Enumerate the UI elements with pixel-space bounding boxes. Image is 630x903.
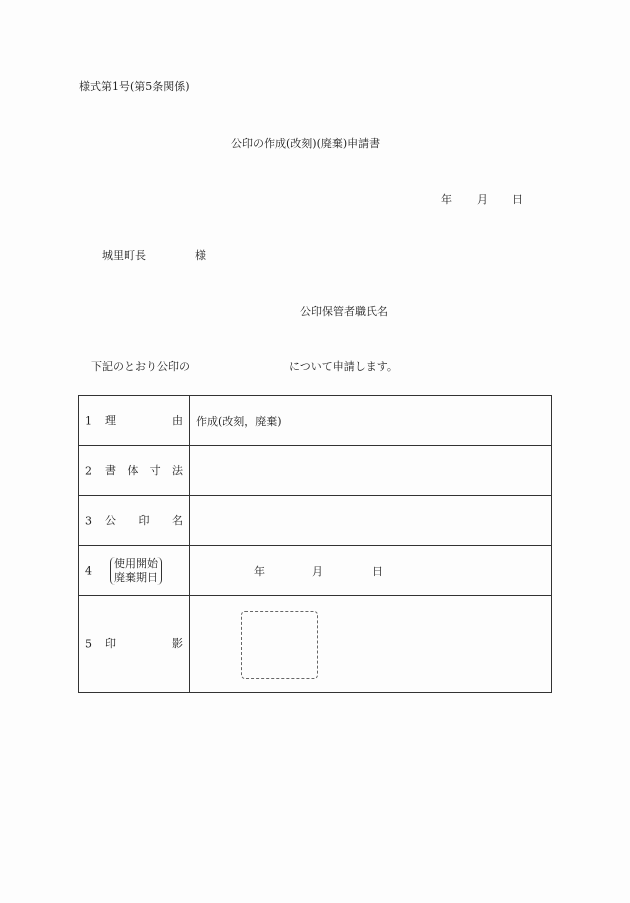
reason-label-cell bbox=[79, 396, 190, 446]
table-row-typeface bbox=[79, 446, 552, 496]
dates-label-cell bbox=[79, 546, 190, 596]
reason-value: 作成(改刻，廃棄) bbox=[196, 414, 282, 428]
date-day-label: 日 bbox=[512, 193, 523, 206]
applicant-label: 公印保管者職氏名 bbox=[300, 305, 388, 318]
table-row-dates bbox=[79, 546, 552, 596]
seal-name-value-cell[interactable] bbox=[190, 496, 552, 546]
dates-year-label: 年 bbox=[254, 564, 265, 578]
reason-value-cell[interactable] bbox=[190, 396, 552, 446]
table-row-reason bbox=[79, 396, 552, 446]
disposal-date-label: 廃棄期日 bbox=[114, 570, 158, 584]
table-row-seal-impression bbox=[79, 596, 552, 693]
date-month-label: 月 bbox=[477, 193, 488, 206]
seal-impression-value-cell bbox=[190, 596, 552, 693]
reason-label: 理由 bbox=[105, 413, 183, 427]
row-number: 1 bbox=[85, 414, 92, 427]
start-date-label: 使用開始 bbox=[114, 556, 158, 570]
dates-label-bracket bbox=[110, 557, 162, 585]
document-title: 公印の作成(改刻)(廃棄)申請書 bbox=[231, 137, 381, 150]
typeface-value-cell[interactable] bbox=[190, 446, 552, 496]
typeface-label-cell bbox=[79, 446, 190, 496]
statement-prefix: 下記のとおり公印の bbox=[91, 360, 190, 373]
seal-name-label: 公印名 bbox=[105, 513, 183, 527]
seal-impression-label: 印影 bbox=[105, 637, 183, 650]
form-number: 様式第1号(第5条関係) bbox=[79, 80, 190, 93]
row-number: 2 bbox=[85, 464, 92, 477]
seal-name-label-cell bbox=[79, 496, 190, 546]
seal-impression-label-cell bbox=[79, 596, 190, 693]
dates-day-label: 日 bbox=[372, 564, 383, 578]
statement-suffix: について申請します。 bbox=[289, 360, 398, 373]
dates-month-label: 月 bbox=[312, 564, 323, 578]
row-number: 3 bbox=[85, 514, 92, 527]
dates-value-cell[interactable] bbox=[190, 546, 552, 596]
row-number: 4 bbox=[85, 564, 92, 577]
date-year-label: 年 bbox=[441, 193, 452, 206]
seal-impression-box[interactable] bbox=[241, 611, 318, 679]
addressee-honorific: 様 bbox=[195, 249, 206, 262]
row-number: 5 bbox=[85, 637, 92, 651]
application-table bbox=[78, 395, 552, 693]
addressee-name: 城里町長 bbox=[102, 249, 146, 262]
typeface-label: 書体寸法 bbox=[105, 463, 183, 477]
table-row-seal-name bbox=[79, 496, 552, 546]
